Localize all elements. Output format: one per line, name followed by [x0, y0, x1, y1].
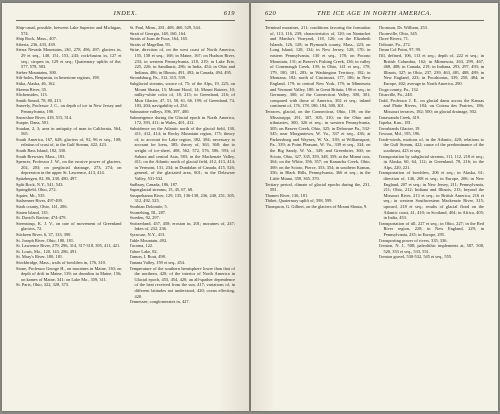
index-entry: Timm Col Point, 97, 99. — [378, 47, 422, 53]
index-entry: Ship-canal, possible, between Lake Superior and Michigan, 574. — [16, 25, 122, 36]
index-entry: St. David's Ravine, 474-479. — [16, 215, 67, 221]
index-entry: Switzerland, 457, 458; erosion in, 201; moraines of, 247; lakes of, 232, 236. — [129, 220, 235, 232]
index-entry: Snowshoe River, 418, 515, 514. — [16, 114, 73, 120]
index-entry: Soudan, 2, 3; area in antiquity of man in California, 564, 565. — [16, 125, 122, 137]
index-entry: Smith Sound, 78, 80, 213. — [16, 97, 62, 103]
index-entry: Trade-winds, motions of, in the Atlantic, 420; relations to the Gulf Stream, 422; cause of the predominance of the southeast, 423 et seq. — [378, 136, 484, 154]
index-entry: Terraces, glacial, on the Connecticut, Ohio, 139; on the Mississippi, 291, 307, 305, 310; on the Ohio and tributaries, 300, 326 et seq.; in western Pennsylvania, 305; on Beaver Creek, Ohio, 325; in Delaware Pa., 532-545; near Morgantown, W. Va., 337 et seq., 436; at Parkersburg and Waynes, W. Va., 339; at Williamsport, Pa., 339; at Point Pleasant, W. Va., 339 et seq., 334; on the Big Sandy, W. Va., 349; and Greenbrier, 360; on Scioto, Ohio, 327, 335, 359, 348, 359; at the Miami cuts, 364; on the White, 356, 357; on Kanawha Creek, Ohio, 369; on the Scioto, Pierce, 353, 354; in southern Kansas, 356; in Black Hills, Pennsylvania, 366 et seq.; in the Little Miami, 358, 365, 370. — [265, 108, 371, 182]
index-entry: Staten Island, 135. — [16, 209, 49, 215]
index-entry: Soapie, Dana, 501. — [16, 120, 50, 126]
index-entry: Slickensides, 113. — [16, 92, 48, 98]
index-entry: Thames River, 136, 181. — [265, 192, 309, 198]
index-entry: Transporting power of rivers, 335, 336. — [378, 237, 448, 243]
index-entry: Tertiary period, climate of glacial epochs during the, 231, 581. — [265, 181, 371, 193]
index-entry: Superglacial streams, 15, 45, 67, 68. — [129, 187, 194, 193]
index-entry: Submergence during the Glacial epoch in North America, 172, 393, 411; in Wales, 401, 412. — [129, 114, 235, 126]
left-column-1 — [16, 25, 122, 403]
index-entry: Ship Rock, Mass., 407. — [16, 36, 57, 42]
index-entry: Titusville, Pa., 248. — [378, 92, 413, 98]
index-entry: Sieber Mountains, 300. — [16, 69, 57, 75]
index-entry: Towson, Md., 195, 196. — [378, 131, 421, 137]
index-entry: Stroudsburg, Pa., 312, 315, 539. — [129, 75, 187, 81]
book-spread — [2, 3, 498, 411]
index-entry: Thornville, Ohio, 345. — [378, 30, 418, 36]
index-entry: Striæ, direction of, on the west coast of North America, 155, 158 et seq.; 168; in Maine, 167; on Hudson River, 233; in western Pennsylvania, 218, 219; in Lake Erie, 225, 226; in Sandhurst, 286; in India, 454; in Ohio and Indiana, 486; in Illinois, 491, 492; in Canada, 494, 495. — [129, 47, 235, 75]
right-column-1 — [265, 25, 371, 403]
index-entry: Stone, Professor George H., on moraines in Maine, 130; on depth of drift in Maine, 139; on drumlins in Maine, 156; on kames of Maine, 341; on Lake Mo., 359, 311. — [16, 265, 122, 282]
right-page-header — [265, 10, 484, 20]
index-entry: Tennessee, conglomerates in, 427. — [129, 299, 190, 305]
right-page — [251, 3, 498, 411]
index-entry: Thibet, Quaternary uplift of, 598, 599. — [265, 198, 333, 204]
index-entry: Tidioute, Pa., 272. — [378, 41, 411, 47]
index-entry: Tanana Valley, 159 et seq., 454. — [129, 259, 186, 265]
index-entry: Skeena River, 35. — [16, 86, 48, 92]
index-entry: Tamon, I. Rout, 498. — [129, 254, 166, 260]
index-entry: St. Joseph River, Ohio, 180, 181. — [16, 237, 75, 243]
index-entry: Spitzbergen, 82, 86, 238, 480, 497. — [16, 176, 78, 182]
index-entry: St. Lawrence River, 279, 296, 314, 317-318, 395, 411, 421. — [16, 243, 121, 249]
index-entry: Tonawanda Creek, 419. — [378, 114, 421, 120]
left-page-number: 619 — [223, 10, 235, 17]
index-entry: Till, defined, 106, 113 et seq.; depth of, 222 et seq.; in British Columbia, 162; in Minnesota, 263, 299, 467, 468, 488; in Canada, 219; in Indiana, 293, 297, 493; in Illinois, 327; in Ohio, 237, 239, 463, 481, 488, 489; in New England, 223; in Pocahontas, 339, 250, 484; in Europe, 402; average in North America, 290. — [378, 52, 484, 86]
left-column-2 — [130, 25, 236, 403]
index-entry: Subglacial streams, source of, 75; of the Alps, 19, 225; on Mount Shasta, 15; Mount Hood, 14; Mount Rainier, 10; milky-white color of, 18, 215; in Greenland, 216; of Muir Glacier, 47, 51, 58, 61, 66, 199; of Greenland, 74, 103, 204; navigability of, 254. — [129, 80, 235, 109]
index-entry: South America, 167, 628; glaciers of, 92, 96 et seq., 108; relation of crust of, to the Gulf Stream, 422, 423. — [16, 136, 122, 148]
index-entry: Strait of Georgia, 148, 160, 164. — [129, 30, 187, 36]
right-columns — [265, 25, 484, 403]
index-entry: Transportation by subglacial streams, 111, 112, 218 et seq.; in Alaska, 60, 64, 112; in Greenland, 78, 216; in the Alps, 220, 221. — [378, 153, 484, 170]
index-entry: Sitka, Alaska, 46, 162. — [16, 80, 56, 86]
index-entry: Tahoe Lake, 82. — [129, 248, 158, 254]
index-entry: Transportation of bowlders, 206 et seq.; in Alaska, 61; direction of, 146, 208 et seq.; in Europe, 206; in New England, 207 et seq.; in New Jersey, 211; Pennsylvania, 211; Ohio, 212; Indiana and Illinois, 213; beyond the Missouri River, 213 et seq.; in British America, 216 et seq.; in western Southwestern Mackenzie River, 315; upward, 218 et seq.; results of glacial flood on the Atlantic coast, 41, 410; in Scotland, 404; in Africa, 405; in India, 453. — [378, 170, 484, 221]
right-column-2 — [379, 25, 485, 403]
index-entry: Springfield, Ohio, 272. — [16, 187, 57, 193]
index-entry: Sudbury, Canada, 186, 187. — [129, 181, 179, 187]
left-columns — [16, 25, 235, 403]
index-entry: Squier, Mr., 535. — [16, 192, 46, 198]
right-page-number: 620 — [265, 10, 277, 17]
left-page — [2, 3, 249, 411]
index-entry: St. Mary's River, 180, 181. — [16, 254, 64, 260]
right-header-rule — [265, 20, 484, 21]
index-entry: Trenton gravel, 530-532, 545 et seq., 555. — [378, 254, 453, 260]
index-entry: Snavely, Professor J. C., on depth of ice in New Jersey and Pennsylvania, 190. — [16, 103, 122, 114]
index-entry: Tacoma, 122. — [129, 243, 154, 249]
index-entry: Stark county, Ohio, 141, 286. — [16, 204, 68, 209]
index-entry: Straits of Juan de Fuca, 164, 165. — [129, 36, 189, 42]
index-entry: Three Rivers, 71. — [378, 36, 409, 42]
index-entry: Subsidence on the Atlantic north of the glacial field, 130, 411, 412, 414; in Rocky Mountain region, 175; theory of, to account for Lake region, 382, 384; necessary to account for loess, 385; theory of, 363, 368; due to weight of ice-sheet, 408, 562, 572, 576, 586, 593; of Sahara and central Asia, 583; in the Mackenzie Valley, 411; on the Atlantic north of glacial field, 412, 413, 414; in Vermont, 131, 234; in Dundalan of Canada, 415, 526; general, of the glaciated area, 601; in the Delaware Valley, 531-532. — [129, 125, 235, 182]
index-entry: Stockbridge, Mass., trails of bowlders in, 176, 310. — [16, 259, 106, 265]
index-entry: Table Mountain, 492. — [129, 237, 168, 243]
index-entry: Sweden, 92, 297. — [129, 215, 160, 221]
index-entry: Split Rock, N.Y., 541, 543. — [16, 181, 64, 187]
index-entry: Thompson, G. Gilbert, on the glaciers of Mount Shasta, 9. — [265, 204, 368, 209]
index-entry: Syracuse, N.Y., 413. — [129, 231, 166, 237]
index-entry: Steenstrup, K. J. V., on rate of movement of Greenland glaciers, 72. — [16, 220, 122, 232]
index-entry: Stalsenner River, 497-499. — [16, 198, 63, 204]
left-header-rule — [16, 20, 235, 21]
index-entry: Sierra Nevada Mountains, 261, 278, 496, 497; glaciers in, 29 et seq., 148, 151, 153, 243; rock-basins in, 127 et seq.; cirques in, 129 et seq.; Quaternary uplifts of the, 577, 578, 583. — [16, 47, 122, 70]
index-entry: Terminal moraines, 211; conditions favoring the formation of, 113, 116, 239; characteristics of, 120; on Nantucket and Martha's Vineyard, 118, 126; on the Elizabeth Islands, 126, 128; in Plymouth county, Mass., 223; on Long Island, 128, 134; in New Jersey, 128, 170; in eastern Pennsylvania, 130 et seq., 178; on Pocono Mountain, 131; at Beaver's Fishing Creek, 136; in valley of Conemaugh Creek, 139; in Ohio, 141 et seq., 178, 179, 180, 181, 283; in Washington Territory, 182; in Montana, 182; north of Cincinnati, 177, 186; in New England, 179; in central New York, 179; in Minnesota and Vermont Valley, 180; in Great Britain, 196 et seq.; in Germany, 300; of the Connecticut Valley, 300, 301; compared with those of America, 302 et seq.; inland continent of, 176, 178, 180, 184, 300, 301. — [265, 25, 371, 109]
index-entry: Swanebing, Ill., 287. — [129, 209, 167, 215]
index-entry: Trenton, N. J., 508; paleolithic implements at, 507, 508, 520, 353 et seq., 533, 551. — [378, 243, 484, 254]
index-entry: Todd, Professor J. E., on glacial dams across the Kansas and Platte Rivers, 184; on Coteau des Prairies, 186; Missouri terraces, 182; 500; on glacial drainage, 502. — [378, 97, 484, 114]
index-entry: Stickeen River, 6, 37, 133, 390. — [16, 231, 72, 237]
index-entry: Temperature of the southern hemisphere lower than that of the northern, 420; of the interior of North America in Glacial epoch, 453, 454, 420; an all-spather dependence of the heat received from the sun, 417; variations of, in different latitudes not understood, 420; ocean effecting, 420. — [129, 265, 235, 299]
index-entry: Thomson, Dr. William, 253. — [378, 25, 428, 30]
index-entry: St. Louis, Mo., 120, 143, 286, 491. — [16, 248, 78, 254]
index-entry: South Bass Island, 182, 330. — [16, 148, 67, 154]
index-entry: St. Paris, Ohio, 322, 328, 373. — [16, 282, 70, 288]
index-entry: Submarine valleys, 396, 397, 400. — [129, 108, 190, 114]
index-entry: St. Paul, Minn., 281, 408, 460, 529, 544. — [129, 25, 201, 30]
index-entry: Swabian Dolomite, 5. — [129, 204, 168, 209]
index-entry: Spencer, Professor J. W., on the erosive power of glaciers, 202, 203; on preglacial drainage, 273, 274; on depression in the upper St. Lawrence, 413, 414. — [16, 159, 122, 176]
index-entry: Susquehanna River, 129, 135, 136-138, 236, 240, 251, 305, 312, 492, 525. — [129, 192, 235, 204]
left-running-title: INDEX. — [113, 10, 138, 17]
index-entry: Topeka, Kan., 181. — [378, 120, 412, 126]
right-running-title: THE ICE AGE IN NORTH AMERICA. — [316, 10, 432, 17]
index-entry: Straits of Magellan, 93. — [129, 41, 171, 47]
index-entry: Silt-holes, Benjamin, in limestone regions, 198. — [16, 75, 100, 81]
index-entry: South Brewster, Mass., 183. — [16, 153, 66, 159]
index-entry: Tioga county, Pa., 132. — [378, 86, 419, 92]
left-page-header — [16, 10, 235, 20]
index-entry: Siberia, 236, 433, 439. — [16, 41, 56, 47]
index-entry: Transportation of till, 227 et seq.; in Ohio, 227; in the Red River region, 228; in New England, 229; in Pennsylvania, 235; in Europe, 295. — [378, 220, 484, 237]
index-entry: Torrubiards Glacier, 19. — [378, 125, 421, 131]
